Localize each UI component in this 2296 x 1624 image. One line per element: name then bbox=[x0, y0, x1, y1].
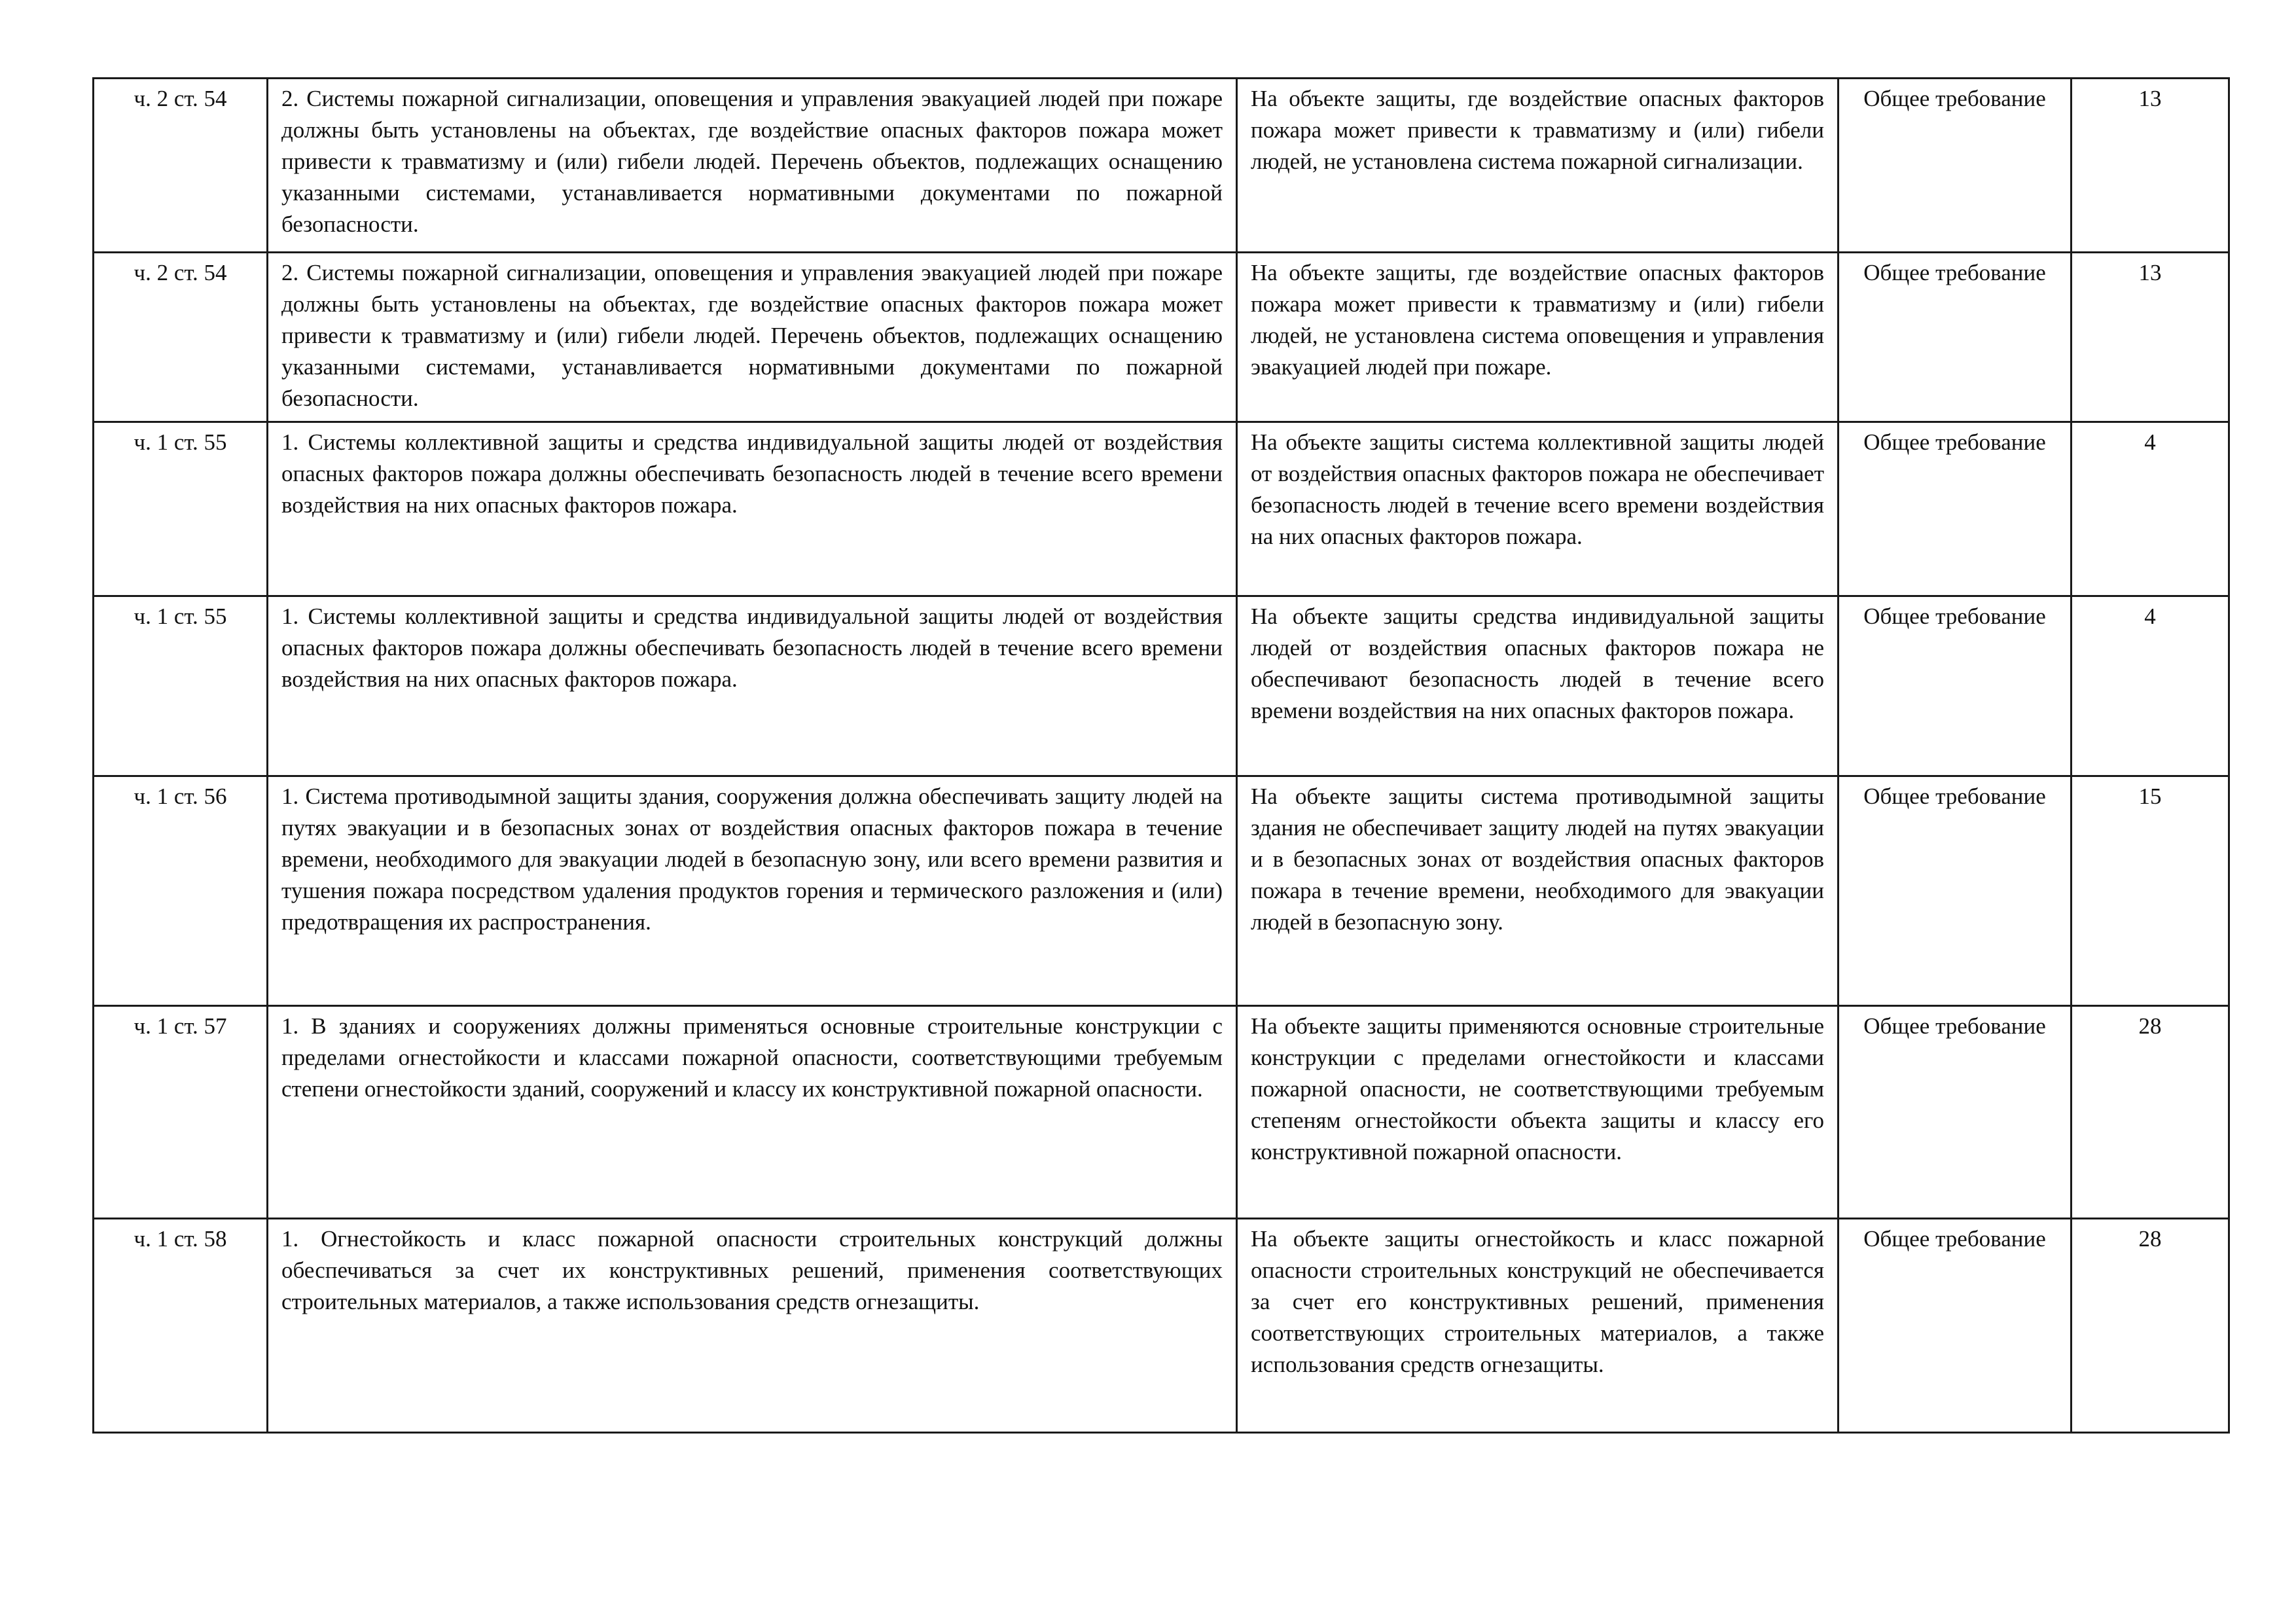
requirement-text: 1. В зданиях и сооружениях должны применяться основные строительные конструкции с пределами огнестойкости и классами пожарной опасности, соответствующими требуемым степени огнестойкости зданий, сооружений и классу их конструктивной пожарной опасности. bbox=[268, 1006, 1237, 1219]
requirement-category: Общее требование bbox=[1839, 776, 2072, 1006]
requirement-text: 1. Системы коллективной защиты и средства индивидуальной защиты людей от воздействия опасных факторов пожара должны обеспечивать безопасность людей в течение всего времени воздействия на них опасных факторов пожара. bbox=[268, 596, 1237, 776]
article-ref: ч. 1 ст. 55 bbox=[94, 422, 268, 596]
requirement-text: 2. Системы пожарной сигнализации, оповещения и управления эвакуацией людей при пожаре должны быть установлены на объектах, где воздействие опасных факторов пожара может привести к травматизму и (или) гибели людей. Перечень объектов, подлежащих оснащению указанными системами, устанавливается нормативными документами по пожарной безопасности. bbox=[268, 79, 1237, 253]
requirement-category: Общее требование bbox=[1839, 79, 2072, 253]
table-row bbox=[94, 596, 2229, 776]
requirement-category: Общее требование bbox=[1839, 1219, 2072, 1433]
requirement-category: Общее требование bbox=[1839, 1006, 2072, 1219]
violation-text: На объекте защиты огнестойкость и класс пожарной опасности строительных конструкций не обеспечивается за счет его конструктивных решений, применения соответствующих строительных материалов, а также использования средств огнезащиты. bbox=[1237, 1219, 1839, 1433]
article-ref: ч. 2 ст. 54 bbox=[94, 79, 268, 253]
table-row bbox=[94, 253, 2229, 422]
row-number: 4 bbox=[2072, 596, 2229, 776]
requirements-table bbox=[92, 77, 2230, 1434]
table-row bbox=[94, 422, 2229, 596]
article-ref: ч. 1 ст. 56 bbox=[94, 776, 268, 1006]
row-number: 28 bbox=[2072, 1006, 2229, 1219]
requirement-category: Общее требование bbox=[1839, 253, 2072, 422]
article-ref: ч. 1 ст. 57 bbox=[94, 1006, 268, 1219]
table-row bbox=[94, 1006, 2229, 1219]
row-number: 4 bbox=[2072, 422, 2229, 596]
row-number: 13 bbox=[2072, 79, 2229, 253]
requirement-text: 1. Системы коллективной защиты и средства индивидуальной защиты людей от воздействия опасных факторов пожара должны обеспечивать безопасность людей в течение всего времени воздействия на них опасных факторов пожара. bbox=[268, 422, 1237, 596]
article-ref: ч. 1 ст. 58 bbox=[94, 1219, 268, 1433]
table-row bbox=[94, 79, 2229, 253]
violation-text: На объекте защиты система коллективной защиты людей от воздействия опасных факторов пожара не обеспечивает безопасность людей в течение всего времени воздействия на них опасных факторов пожара. bbox=[1237, 422, 1839, 596]
requirement-category: Общее требование bbox=[1839, 596, 2072, 776]
article-ref: ч. 2 ст. 54 bbox=[94, 253, 268, 422]
requirement-text: 1. Огнестойкость и класс пожарной опасности строительных конструкций должны обеспечиваться за счет их конструктивных решений, применения соответствующих строительных материалов, а также использования средств огнезащиты. bbox=[268, 1219, 1237, 1433]
table-row bbox=[94, 1219, 2229, 1433]
violation-text: На объекте защиты, где воздействие опасных факторов пожара может привести к травматизму и (или) гибели людей, не установлена система пожарной сигнализации. bbox=[1237, 79, 1839, 253]
violation-text: На объекте защиты средства индивидуальной защиты людей от воздействия опасных факторов пожара не обеспечивают безопасность людей в течение всего времени воздействия на них опасных факторов пожара. bbox=[1237, 596, 1839, 776]
row-number: 13 bbox=[2072, 253, 2229, 422]
row-number: 15 bbox=[2072, 776, 2229, 1006]
requirement-text: 2. Системы пожарной сигнализации, оповещения и управления эвакуацией людей при пожаре должны быть установлены на объектах, где воздействие опасных факторов пожара может привести к травматизму и (или) гибели людей. Перечень объектов, подлежащих оснащению указанными системами, устанавливается нормативными документами по пожарной безопасности. bbox=[268, 253, 1237, 422]
violation-text: На объекте защиты применяются основные строительные конструкции с пределами огнестойкости и классами пожарной опасности, не соответствующими требуемым степеням огнестойкости объекта защиты и классу его конструктивной пожарной опасности. bbox=[1237, 1006, 1839, 1219]
violation-text: На объекте защиты, где воздействие опасных факторов пожара может привести к травматизму и (или) гибели людей, не установлена система оповещения и управления эвакуацией людей при пожаре. bbox=[1237, 253, 1839, 422]
violation-text: На объекте защиты система противодымной защиты здания не обеспечивает защиту людей на путях эвакуации и в безопасных зонах от воздействия опасных факторов пожара в течение времени, необходимого для эвакуации людей в безопасную зону. bbox=[1237, 776, 1839, 1006]
requirement-text: 1. Система противодымной защиты здания, сооружения должна обеспечивать защиту людей на путях эвакуации и в безопасных зонах от воздействия опасных факторов пожара в течение времени, необходимого для эвакуации людей в безопасную зону, или всего времени развития и тушения пожара посредством удаления продуктов горения и термического разложения и (или) предотвращения их распространения. bbox=[268, 776, 1237, 1006]
article-ref: ч. 1 ст. 55 bbox=[94, 596, 268, 776]
table-row bbox=[94, 776, 2229, 1006]
row-number: 28 bbox=[2072, 1219, 2229, 1433]
requirement-category: Общее требование bbox=[1839, 422, 2072, 596]
